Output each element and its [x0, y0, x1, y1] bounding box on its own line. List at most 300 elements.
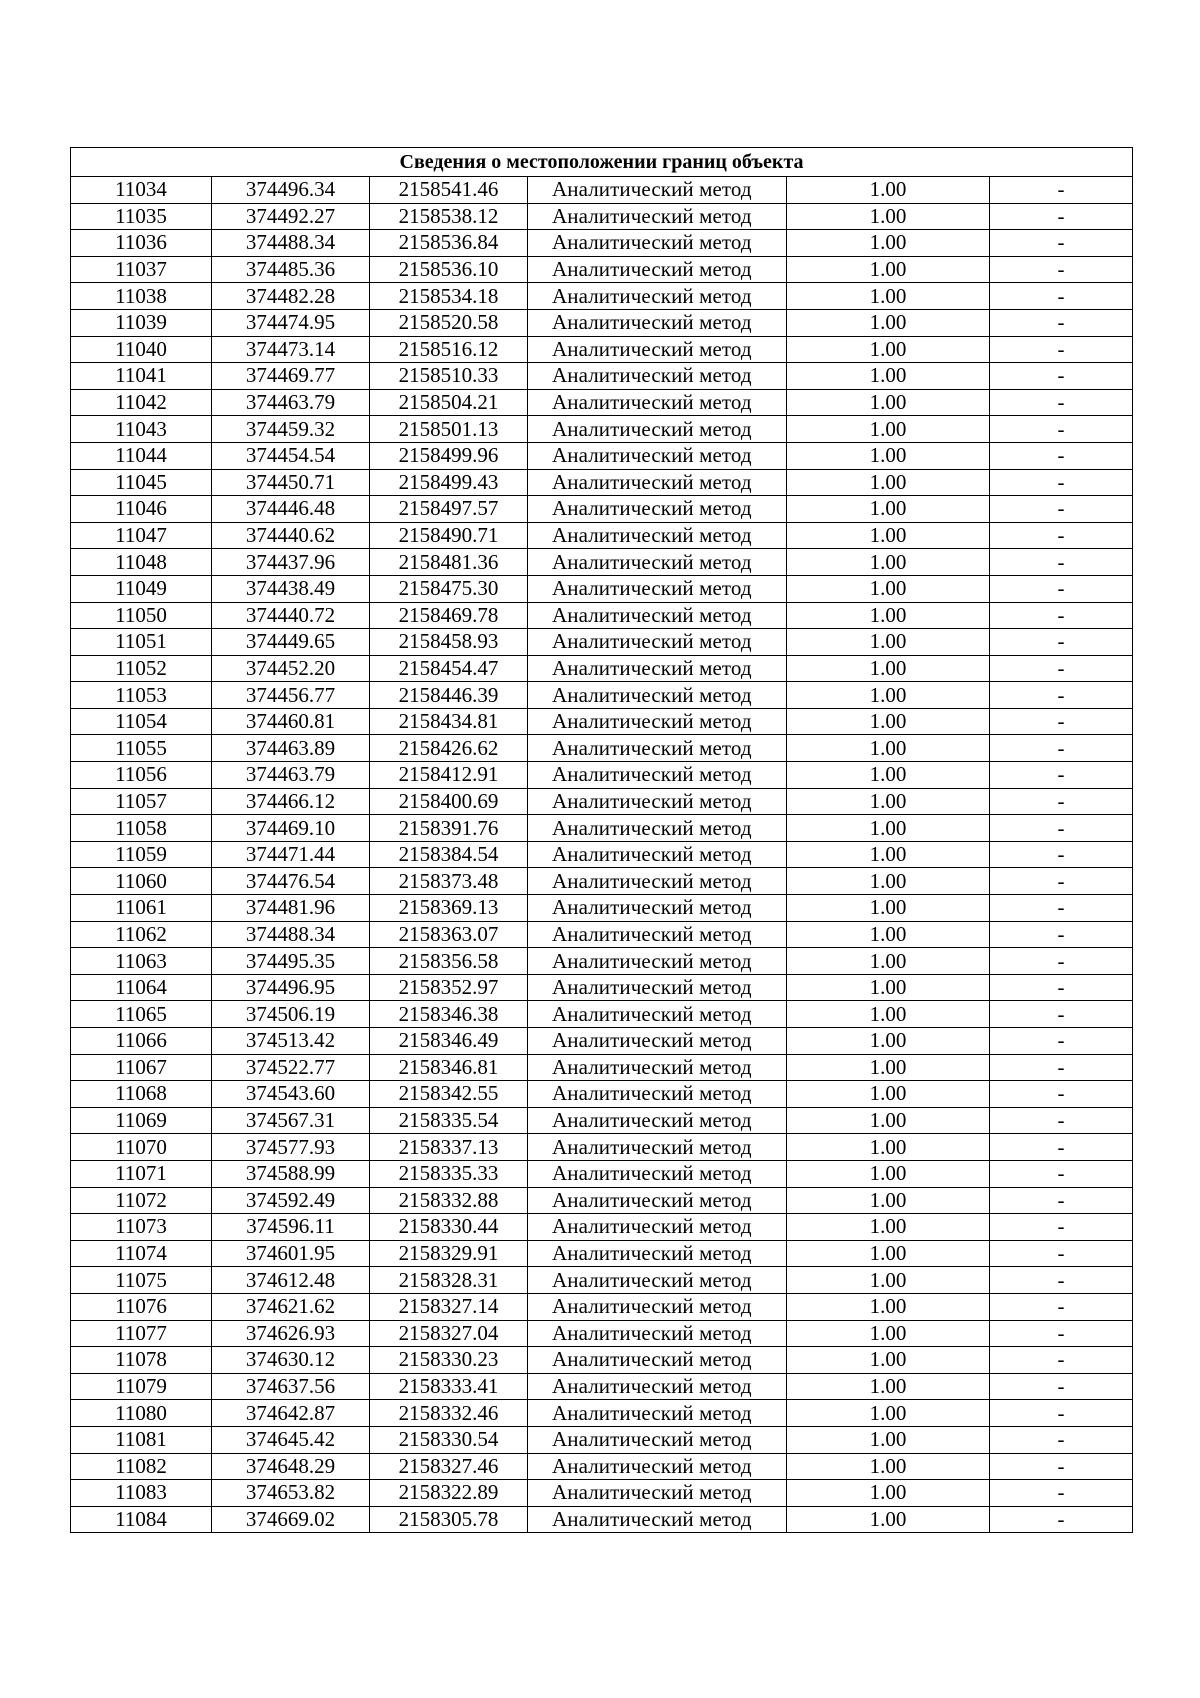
- method-cell: Аналитический метод: [528, 1320, 787, 1347]
- table-row: [71, 868, 1133, 895]
- y-coordinate-cell: 2158322.89: [370, 1480, 528, 1507]
- accuracy-cell: 1.00: [787, 336, 990, 363]
- point-number-cell: 11053: [71, 682, 212, 709]
- accuracy-cell: 1.00: [787, 416, 990, 443]
- point-number-cell: 11076: [71, 1293, 212, 1320]
- point-number-cell: 11055: [71, 735, 212, 762]
- point-number-cell: 11059: [71, 841, 212, 868]
- description-cell: -: [990, 735, 1133, 762]
- accuracy-cell: 1.00: [787, 1373, 990, 1400]
- table-row: [71, 788, 1133, 815]
- point-number-cell: 11077: [71, 1320, 212, 1347]
- y-coordinate-cell: 2158332.46: [370, 1400, 528, 1427]
- x-coordinate-cell: 374496.34: [212, 177, 370, 204]
- y-coordinate-cell: 2158497.57: [370, 496, 528, 523]
- method-cell: Аналитический метод: [528, 868, 787, 895]
- table-row: [71, 177, 1133, 204]
- description-cell: -: [990, 895, 1133, 922]
- x-coordinate-cell: 374567.31: [212, 1107, 370, 1134]
- point-number-cell: 11063: [71, 948, 212, 975]
- accuracy-cell: 1.00: [787, 868, 990, 895]
- accuracy-cell: 1.00: [787, 948, 990, 975]
- method-cell: Аналитический метод: [528, 948, 787, 975]
- method-cell: Аналитический метод: [528, 1054, 787, 1081]
- accuracy-cell: 1.00: [787, 309, 990, 336]
- table-row: [71, 1267, 1133, 1294]
- table-row: [71, 1453, 1133, 1480]
- accuracy-cell: 1.00: [787, 389, 990, 416]
- table-row: [71, 203, 1133, 230]
- table-row: [71, 1400, 1133, 1427]
- y-coordinate-cell: 2158454.47: [370, 655, 528, 682]
- x-coordinate-cell: 374630.12: [212, 1347, 370, 1374]
- description-cell: -: [990, 815, 1133, 842]
- y-coordinate-cell: 2158332.88: [370, 1187, 528, 1214]
- method-cell: Аналитический метод: [528, 815, 787, 842]
- description-cell: -: [990, 1400, 1133, 1427]
- table-row: [71, 1480, 1133, 1507]
- table-row: [71, 629, 1133, 656]
- accuracy-cell: 1.00: [787, 1214, 990, 1241]
- y-coordinate-cell: 2158434.81: [370, 708, 528, 735]
- y-coordinate-cell: 2158516.12: [370, 336, 528, 363]
- accuracy-cell: 1.00: [787, 895, 990, 922]
- method-cell: Аналитический метод: [528, 1506, 787, 1533]
- accuracy-cell: 1.00: [787, 230, 990, 257]
- description-cell: -: [990, 1001, 1133, 1028]
- table-row: [71, 974, 1133, 1001]
- x-coordinate-cell: 374466.12: [212, 788, 370, 815]
- point-number-cell: 11045: [71, 469, 212, 496]
- description-cell: -: [990, 1134, 1133, 1161]
- table-row: [71, 363, 1133, 390]
- description-cell: -: [990, 762, 1133, 789]
- y-coordinate-cell: 2158346.49: [370, 1028, 528, 1055]
- x-coordinate-cell: 374469.10: [212, 815, 370, 842]
- y-coordinate-cell: 2158327.46: [370, 1453, 528, 1480]
- point-number-cell: 11065: [71, 1001, 212, 1028]
- x-coordinate-cell: 374601.95: [212, 1240, 370, 1267]
- point-number-cell: 11064: [71, 974, 212, 1001]
- method-cell: Аналитический метод: [528, 256, 787, 283]
- table-header-row: [71, 148, 1133, 177]
- y-coordinate-cell: 2158520.58: [370, 309, 528, 336]
- x-coordinate-cell: 374473.14: [212, 336, 370, 363]
- method-cell: Аналитический метод: [528, 416, 787, 443]
- accuracy-cell: 1.00: [787, 203, 990, 230]
- accuracy-cell: 1.00: [787, 442, 990, 469]
- x-coordinate-cell: 374476.54: [212, 868, 370, 895]
- point-number-cell: 11038: [71, 283, 212, 310]
- description-cell: -: [990, 629, 1133, 656]
- description-cell: -: [990, 1107, 1133, 1134]
- x-coordinate-cell: 374588.99: [212, 1160, 370, 1187]
- accuracy-cell: 1.00: [787, 1347, 990, 1374]
- y-coordinate-cell: 2158469.78: [370, 602, 528, 629]
- y-coordinate-cell: 2158305.78: [370, 1506, 528, 1533]
- method-cell: Аналитический метод: [528, 921, 787, 948]
- method-cell: Аналитический метод: [528, 682, 787, 709]
- y-coordinate-cell: 2158333.41: [370, 1373, 528, 1400]
- description-cell: -: [990, 1028, 1133, 1055]
- y-coordinate-cell: 2158330.44: [370, 1214, 528, 1241]
- accuracy-cell: 1.00: [787, 602, 990, 629]
- method-cell: Аналитический метод: [528, 895, 787, 922]
- point-number-cell: 11058: [71, 815, 212, 842]
- y-coordinate-cell: 2158391.76: [370, 815, 528, 842]
- point-number-cell: 11070: [71, 1134, 212, 1161]
- x-coordinate-cell: 374459.32: [212, 416, 370, 443]
- method-cell: Аналитический метод: [528, 389, 787, 416]
- table-row: [71, 442, 1133, 469]
- table-row: [71, 549, 1133, 576]
- point-number-cell: 11079: [71, 1373, 212, 1400]
- description-cell: -: [990, 655, 1133, 682]
- accuracy-cell: 1.00: [787, 575, 990, 602]
- table-row: [71, 496, 1133, 523]
- table-row: [71, 762, 1133, 789]
- point-number-cell: 11061: [71, 895, 212, 922]
- method-cell: Аналитический метод: [528, 762, 787, 789]
- point-number-cell: 11074: [71, 1240, 212, 1267]
- y-coordinate-cell: 2158536.84: [370, 230, 528, 257]
- y-coordinate-cell: 2158490.71: [370, 522, 528, 549]
- table-row: [71, 1347, 1133, 1374]
- x-coordinate-cell: 374450.71: [212, 469, 370, 496]
- accuracy-cell: 1.00: [787, 177, 990, 204]
- accuracy-cell: 1.00: [787, 1028, 990, 1055]
- x-coordinate-cell: 374474.95: [212, 309, 370, 336]
- method-cell: Аналитический метод: [528, 1373, 787, 1400]
- table-row: [71, 575, 1133, 602]
- y-coordinate-cell: 2158536.10: [370, 256, 528, 283]
- point-number-cell: 11081: [71, 1426, 212, 1453]
- y-coordinate-cell: 2158330.23: [370, 1347, 528, 1374]
- table-row: [71, 841, 1133, 868]
- method-cell: Аналитический метод: [528, 177, 787, 204]
- method-cell: Аналитический метод: [528, 1240, 787, 1267]
- method-cell: Аналитический метод: [528, 1400, 787, 1427]
- table-row: [71, 1001, 1133, 1028]
- x-coordinate-cell: 374488.34: [212, 230, 370, 257]
- y-coordinate-cell: 2158499.96: [370, 442, 528, 469]
- accuracy-cell: 1.00: [787, 1134, 990, 1161]
- x-coordinate-cell: 374612.48: [212, 1267, 370, 1294]
- table-row: [71, 283, 1133, 310]
- point-number-cell: 11078: [71, 1347, 212, 1374]
- method-cell: Аналитический метод: [528, 655, 787, 682]
- method-cell: Аналитический метод: [528, 336, 787, 363]
- y-coordinate-cell: 2158400.69: [370, 788, 528, 815]
- y-coordinate-cell: 2158327.14: [370, 1293, 528, 1320]
- y-coordinate-cell: 2158335.33: [370, 1160, 528, 1187]
- table-row: [71, 336, 1133, 363]
- accuracy-cell: 1.00: [787, 629, 990, 656]
- y-coordinate-cell: 2158475.30: [370, 575, 528, 602]
- method-cell: Аналитический метод: [528, 575, 787, 602]
- description-cell: -: [990, 1480, 1133, 1507]
- point-number-cell: 11046: [71, 496, 212, 523]
- accuracy-cell: 1.00: [787, 1054, 990, 1081]
- x-coordinate-cell: 374452.20: [212, 655, 370, 682]
- x-coordinate-cell: 374513.42: [212, 1028, 370, 1055]
- y-coordinate-cell: 2158363.07: [370, 921, 528, 948]
- point-number-cell: 11049: [71, 575, 212, 602]
- method-cell: Аналитический метод: [528, 1028, 787, 1055]
- description-cell: -: [990, 1426, 1133, 1453]
- x-coordinate-cell: 374488.34: [212, 921, 370, 948]
- x-coordinate-cell: 374454.54: [212, 442, 370, 469]
- description-cell: -: [990, 1293, 1133, 1320]
- accuracy-cell: 1.00: [787, 1293, 990, 1320]
- point-number-cell: 11037: [71, 256, 212, 283]
- y-coordinate-cell: 2158458.93: [370, 629, 528, 656]
- point-number-cell: 11052: [71, 655, 212, 682]
- description-cell: -: [990, 974, 1133, 1001]
- y-coordinate-cell: 2158352.97: [370, 974, 528, 1001]
- x-coordinate-cell: 374495.35: [212, 948, 370, 975]
- table-row: [71, 1160, 1133, 1187]
- method-cell: Аналитический метод: [528, 1214, 787, 1241]
- description-cell: -: [990, 841, 1133, 868]
- accuracy-cell: 1.00: [787, 1001, 990, 1028]
- point-number-cell: 11062: [71, 921, 212, 948]
- accuracy-cell: 1.00: [787, 841, 990, 868]
- y-coordinate-cell: 2158384.54: [370, 841, 528, 868]
- y-coordinate-cell: 2158327.04: [370, 1320, 528, 1347]
- point-number-cell: 11083: [71, 1480, 212, 1507]
- description-cell: -: [990, 1267, 1133, 1294]
- x-coordinate-cell: 374485.36: [212, 256, 370, 283]
- y-coordinate-cell: 2158342.55: [370, 1081, 528, 1108]
- accuracy-cell: 1.00: [787, 469, 990, 496]
- accuracy-cell: 1.00: [787, 496, 990, 523]
- table-row: [71, 1320, 1133, 1347]
- point-number-cell: 11075: [71, 1267, 212, 1294]
- y-coordinate-cell: 2158481.36: [370, 549, 528, 576]
- y-coordinate-cell: 2158328.31: [370, 1267, 528, 1294]
- x-coordinate-cell: 374446.48: [212, 496, 370, 523]
- point-number-cell: 11040: [71, 336, 212, 363]
- description-cell: -: [990, 309, 1133, 336]
- point-number-cell: 11069: [71, 1107, 212, 1134]
- table-row: [71, 1134, 1133, 1161]
- method-cell: Аналитический метод: [528, 788, 787, 815]
- description-cell: -: [990, 363, 1133, 390]
- x-coordinate-cell: 374543.60: [212, 1081, 370, 1108]
- description-cell: -: [990, 522, 1133, 549]
- y-coordinate-cell: 2158330.54: [370, 1426, 528, 1453]
- table-row: [71, 309, 1133, 336]
- point-number-cell: 11050: [71, 602, 212, 629]
- point-number-cell: 11041: [71, 363, 212, 390]
- accuracy-cell: 1.00: [787, 1400, 990, 1427]
- point-number-cell: 11034: [71, 177, 212, 204]
- method-cell: Аналитический метод: [528, 1134, 787, 1161]
- table-row: [71, 815, 1133, 842]
- table-row: [71, 256, 1133, 283]
- description-cell: -: [990, 442, 1133, 469]
- method-cell: Аналитический метод: [528, 1267, 787, 1294]
- point-number-cell: 11082: [71, 1453, 212, 1480]
- table-row: [71, 1214, 1133, 1241]
- accuracy-cell: 1.00: [787, 283, 990, 310]
- description-cell: -: [990, 1054, 1133, 1081]
- accuracy-cell: 1.00: [787, 1240, 990, 1267]
- description-cell: -: [990, 948, 1133, 975]
- y-coordinate-cell: 2158369.13: [370, 895, 528, 922]
- accuracy-cell: 1.00: [787, 815, 990, 842]
- accuracy-cell: 1.00: [787, 522, 990, 549]
- description-cell: -: [990, 1187, 1133, 1214]
- accuracy-cell: 1.00: [787, 655, 990, 682]
- point-number-cell: 11067: [71, 1054, 212, 1081]
- table-row: [71, 682, 1133, 709]
- point-number-cell: 11051: [71, 629, 212, 656]
- table-title: Сведения о местоположении границ объекта: [71, 148, 1133, 177]
- description-cell: -: [990, 1453, 1133, 1480]
- x-coordinate-cell: 374469.77: [212, 363, 370, 390]
- y-coordinate-cell: 2158412.91: [370, 762, 528, 789]
- method-cell: Аналитический метод: [528, 496, 787, 523]
- method-cell: Аналитический метод: [528, 735, 787, 762]
- point-number-cell: 11035: [71, 203, 212, 230]
- table-row: [71, 1373, 1133, 1400]
- accuracy-cell: 1.00: [787, 1187, 990, 1214]
- x-coordinate-cell: 374449.65: [212, 629, 370, 656]
- y-coordinate-cell: 2158356.58: [370, 948, 528, 975]
- y-coordinate-cell: 2158501.13: [370, 416, 528, 443]
- table-row: [71, 1081, 1133, 1108]
- description-cell: -: [990, 1214, 1133, 1241]
- point-number-cell: 11068: [71, 1081, 212, 1108]
- y-coordinate-cell: 2158534.18: [370, 283, 528, 310]
- method-cell: Аналитический метод: [528, 309, 787, 336]
- accuracy-cell: 1.00: [787, 682, 990, 709]
- description-cell: -: [990, 177, 1133, 204]
- x-coordinate-cell: 374440.62: [212, 522, 370, 549]
- table-row: [71, 921, 1133, 948]
- method-cell: Аналитический метод: [528, 841, 787, 868]
- table-row: [71, 1293, 1133, 1320]
- table-row: [71, 522, 1133, 549]
- table-row: [71, 230, 1133, 257]
- point-number-cell: 11072: [71, 1187, 212, 1214]
- x-coordinate-cell: 374506.19: [212, 1001, 370, 1028]
- x-coordinate-cell: 374645.42: [212, 1426, 370, 1453]
- point-number-cell: 11071: [71, 1160, 212, 1187]
- method-cell: Аналитический метод: [528, 230, 787, 257]
- description-cell: -: [990, 256, 1133, 283]
- point-number-cell: 11084: [71, 1506, 212, 1533]
- x-coordinate-cell: 374440.72: [212, 602, 370, 629]
- description-cell: -: [990, 1160, 1133, 1187]
- table-row: [71, 1054, 1133, 1081]
- description-cell: -: [990, 868, 1133, 895]
- point-number-cell: 11057: [71, 788, 212, 815]
- boundary-coordinates-table: [70, 147, 1133, 1533]
- accuracy-cell: 1.00: [787, 1107, 990, 1134]
- method-cell: Аналитический метод: [528, 1453, 787, 1480]
- description-cell: -: [990, 203, 1133, 230]
- accuracy-cell: 1.00: [787, 1426, 990, 1453]
- point-number-cell: 11048: [71, 549, 212, 576]
- point-number-cell: 11047: [71, 522, 212, 549]
- x-coordinate-cell: 374648.29: [212, 1453, 370, 1480]
- accuracy-cell: 1.00: [787, 1160, 990, 1187]
- method-cell: Аналитический метод: [528, 1081, 787, 1108]
- y-coordinate-cell: 2158337.13: [370, 1134, 528, 1161]
- table-row: [71, 1240, 1133, 1267]
- x-coordinate-cell: 374592.49: [212, 1187, 370, 1214]
- method-cell: Аналитический метод: [528, 1293, 787, 1320]
- method-cell: Аналитический метод: [528, 1107, 787, 1134]
- description-cell: -: [990, 708, 1133, 735]
- x-coordinate-cell: 374437.96: [212, 549, 370, 576]
- accuracy-cell: 1.00: [787, 788, 990, 815]
- description-cell: -: [990, 389, 1133, 416]
- point-number-cell: 11080: [71, 1400, 212, 1427]
- x-coordinate-cell: 374637.56: [212, 1373, 370, 1400]
- table-row: [71, 1107, 1133, 1134]
- x-coordinate-cell: 374496.95: [212, 974, 370, 1001]
- point-number-cell: 11066: [71, 1028, 212, 1055]
- x-coordinate-cell: 374653.82: [212, 1480, 370, 1507]
- x-coordinate-cell: 374456.77: [212, 682, 370, 709]
- table-row: [71, 1426, 1133, 1453]
- method-cell: Аналитический метод: [528, 1001, 787, 1028]
- table-row: [71, 602, 1133, 629]
- method-cell: Аналитический метод: [528, 1160, 787, 1187]
- accuracy-cell: 1.00: [787, 256, 990, 283]
- method-cell: Аналитический метод: [528, 1480, 787, 1507]
- x-coordinate-cell: 374522.77: [212, 1054, 370, 1081]
- y-coordinate-cell: 2158329.91: [370, 1240, 528, 1267]
- x-coordinate-cell: 374621.62: [212, 1293, 370, 1320]
- method-cell: Аналитический метод: [528, 442, 787, 469]
- x-coordinate-cell: 374463.89: [212, 735, 370, 762]
- y-coordinate-cell: 2158499.43: [370, 469, 528, 496]
- description-cell: -: [990, 1081, 1133, 1108]
- method-cell: Аналитический метод: [528, 1426, 787, 1453]
- description-cell: -: [990, 1373, 1133, 1400]
- point-number-cell: 11054: [71, 708, 212, 735]
- accuracy-cell: 1.00: [787, 363, 990, 390]
- x-coordinate-cell: 374492.27: [212, 203, 370, 230]
- description-cell: -: [990, 921, 1133, 948]
- y-coordinate-cell: 2158541.46: [370, 177, 528, 204]
- x-coordinate-cell: 374482.28: [212, 283, 370, 310]
- y-coordinate-cell: 2158426.62: [370, 735, 528, 762]
- table-row: [71, 1506, 1133, 1533]
- accuracy-cell: 1.00: [787, 1453, 990, 1480]
- description-cell: -: [990, 336, 1133, 363]
- method-cell: Аналитический метод: [528, 974, 787, 1001]
- y-coordinate-cell: 2158538.12: [370, 203, 528, 230]
- accuracy-cell: 1.00: [787, 974, 990, 1001]
- description-cell: -: [990, 1506, 1133, 1533]
- x-coordinate-cell: 374481.96: [212, 895, 370, 922]
- method-cell: Аналитический метод: [528, 203, 787, 230]
- x-coordinate-cell: 374463.79: [212, 762, 370, 789]
- method-cell: Аналитический метод: [528, 1347, 787, 1374]
- x-coordinate-cell: 374626.93: [212, 1320, 370, 1347]
- description-cell: -: [990, 416, 1133, 443]
- table-row: [71, 1028, 1133, 1055]
- y-coordinate-cell: 2158335.54: [370, 1107, 528, 1134]
- point-number-cell: 11039: [71, 309, 212, 336]
- method-cell: Аналитический метод: [528, 549, 787, 576]
